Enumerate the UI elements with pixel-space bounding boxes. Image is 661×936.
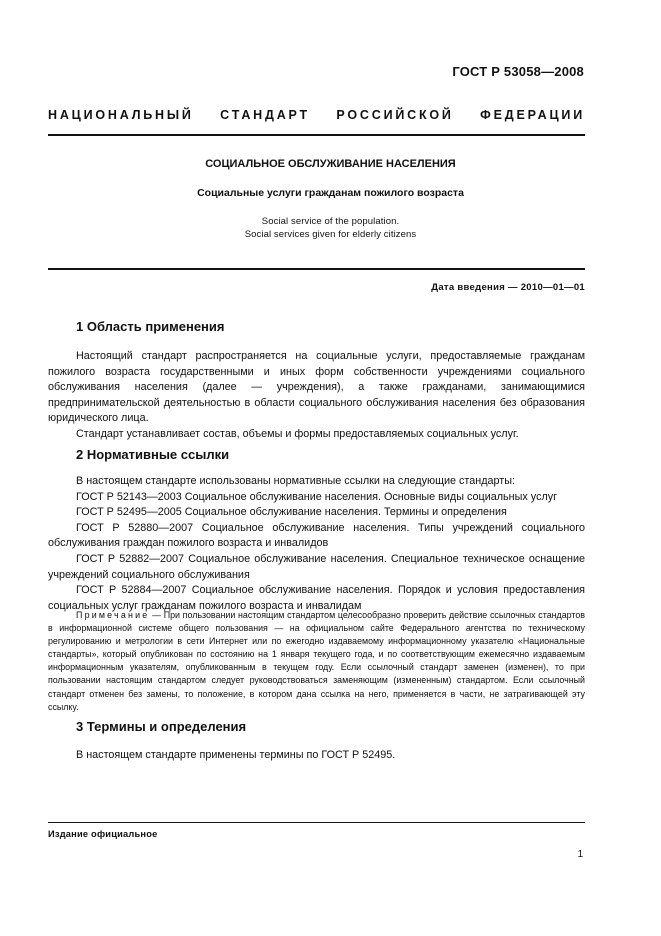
page-number: 1 — [577, 849, 583, 860]
note-label: Примечание — [76, 610, 150, 620]
section-3-body — [48, 748, 585, 764]
national-standard-text: НАЦИОНАЛЬНЫЙ СТАНДАРТ РОССИЙСКОЙ ФЕДЕРАЦИИ — [48, 108, 585, 122]
gost-code: ГОСТ Р 53058—2008 — [452, 64, 584, 79]
section-2-intro: В настоящем стандарте использованы нормативные ссылки на следующие стандарты: — [76, 475, 515, 487]
note-text: — При пользовании настоящим стандартом целесообразно проверить действие ссылочных стандартов в информационной системе общего пользования — на официальном сайте Федерального агентства по техническому регулированию и метрологии в сети Интернет или по ежегодно издаваемому информационному указателю «Национальные стандарты», который опубликован по состоянию на 1 января текущего года, и по соответствующим ежемесячно издаваемым информационным указателям, опубликованным в текущем году. Если ссылочный стандарт заменен (изменен), то при пользовании настоящим стандартом следует руководствоваться заменяющим (измененным) стандартом. Если ссылочный стандарт отменен без замены, то положение, в котором дана ссылка на него, применяется в части, не затрагивающей эту ссылку. — [48, 610, 585, 712]
title-rule — [48, 268, 585, 270]
reference-item: ГОСТ Р 52884—2007 Социальное обслуживание населения. Порядок и условия предоставления социальных услуг гражданам пожилого возраста и инвалидам — [48, 584, 585, 612]
reference-item: ГОСТ Р 52495—2005 Социальное обслуживание населения. Термины и определения — [76, 506, 507, 519]
english-title-line-2: Social services given for elderly citizens — [244, 229, 417, 240]
note-paragraph — [48, 609, 585, 714]
national-standard-banner — [48, 108, 585, 122]
header-rule — [48, 134, 585, 136]
introduction-date: Дата введения — 2010—01—01 — [431, 282, 585, 293]
section-2-heading: 2 Нормативные ссылки — [76, 447, 230, 462]
reference-item: ГОСТ Р 52143—2003 Социальное обслуживание населения. Основные виды социальных услуг — [76, 490, 558, 503]
section-2-body — [48, 474, 585, 614]
footer-rule — [48, 822, 585, 823]
section-1-heading: 1 Область применения — [76, 319, 225, 334]
document-title: СОЦИАЛЬНОЕ ОБСЛУЖИВАНИЕ НАСЕЛЕНИЯ — [205, 158, 456, 170]
section-1-body — [48, 349, 585, 443]
edition-label: Издание официальное — [48, 829, 158, 839]
section-3-heading: 3 Термины и определения — [76, 719, 247, 734]
section-1-paragraph-1: Настоящий стандарт распространяется на социальные услуги, предоставляемые гражданам пожилого возраста государственными и иных форм собственности учреждениями социального обслуживания населения (далее — учреждения), а также гражданами, занимающимися предпринимательской деятельностью в области социального обслуживания населения без образования юридического лица. — [48, 350, 585, 425]
section-3-text: В настоящем стандарте применены термины по ГОСТ Р 52495. — [76, 749, 396, 761]
reference-item: ГОСТ Р 52880—2007 Социальное обслуживание населения. Типы учреждений социального обслуживания граждан пожилого возраста и инвалидов — [48, 521, 585, 550]
section-1-paragraph-2: Стандарт устанавливает состав, объемы и формы предоставляемых социальных услуг. — [76, 427, 519, 440]
note-block — [48, 609, 585, 714]
reference-item: ГОСТ Р 52882—2007 Социальное обслуживание населения. Специальное техническое оснащение учреждений социального обслуживания — [48, 552, 585, 581]
document-subtitle: Социальные услуги гражданам пожилого возраста — [197, 187, 464, 199]
english-title-line-1: Social service of the population. — [261, 216, 400, 227]
